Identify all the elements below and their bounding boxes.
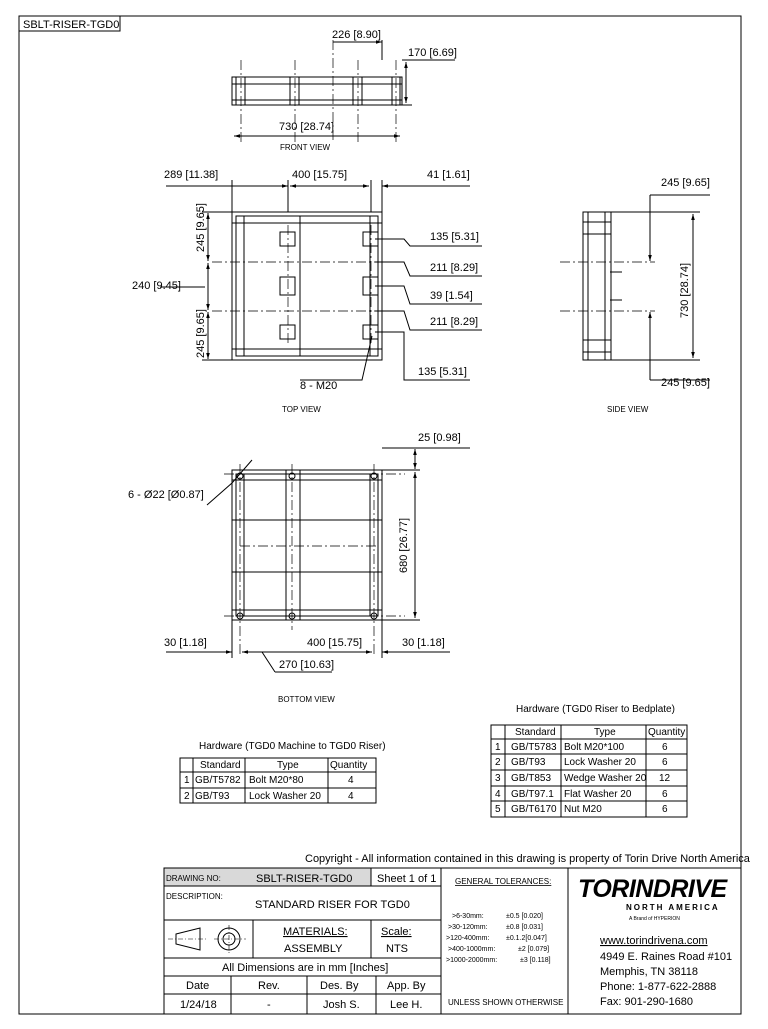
top-dim-135-lower: 135 [5.31] [418, 366, 467, 378]
bedplate-header-standard: Standard [515, 727, 556, 738]
corner-label-text: SBLT-RISER-TGD0 [23, 19, 120, 31]
drawing-no-label: DRAWING NO: [166, 874, 221, 883]
description-label: DESCRIPTION: [166, 892, 223, 901]
materials-value: ASSEMBLY [284, 943, 343, 955]
value-app-by: Lee H. [390, 999, 423, 1011]
tolerance-range: >30-120mm: [448, 924, 488, 931]
side-view-caption: SIDE VIEW [607, 405, 649, 414]
bedplate-row-num: 1 [495, 742, 501, 753]
table-row [495, 773, 671, 784]
front-view-body [232, 77, 402, 105]
tolerance-value: ±0.8 [0.031] [506, 924, 543, 931]
machine-header-quantity: Quantity [330, 760, 368, 771]
company-website[interactable]: www.torindrivena.com [600, 935, 708, 947]
copyright-notice: Copyright - All information contained in this drawing is property of Torin Drive North America [305, 853, 750, 865]
tolerances-footer: UNLESS SHOWN OTHERWISE [448, 998, 564, 1007]
sheet-number: Sheet 1 of 1 [377, 873, 437, 885]
machine-row-qty: 4 [348, 791, 354, 802]
side-dim-730: 730 [28.74] [679, 262, 691, 318]
dimensions-note: All Dimensions are in mm [Inches] [222, 962, 389, 974]
corner-label [19, 16, 120, 31]
value-date: 1/24/18 [180, 999, 217, 1011]
company-address: 4949 E. Raines Road #101 [600, 951, 733, 963]
bedplate-row-num: 4 [495, 789, 501, 800]
machine-row-qty: 4 [348, 775, 354, 786]
header-date: Date [186, 980, 210, 992]
hardware-bedplate-title: Hardware (TGD0 Riser to Bedplate) [516, 704, 675, 715]
description-value: STANDARD RISER FOR TGD0 [255, 899, 410, 911]
bedplate-row-standard: GB/T6170 [511, 804, 557, 815]
header-rev: Rev. [258, 980, 280, 992]
table-row [495, 757, 668, 768]
top-dim-245-upper: 245 [9.65] [195, 203, 207, 252]
bottom-view-frame [232, 470, 382, 620]
header-app-by: App. By [387, 980, 426, 992]
logo-tagline: A Brand of HYPERION [629, 916, 680, 922]
tolerance-range: >400-1000mm: [448, 946, 496, 953]
tolerance-value: ±0.5 [0.020] [506, 913, 543, 920]
top-view-caption: TOP VIEW [282, 405, 321, 414]
top-dim-400: 400 [15.75] [292, 169, 348, 181]
table-row [495, 742, 668, 753]
bedplate-row-num: 2 [495, 757, 501, 768]
front-dim-730: 730 [28.74] [279, 121, 335, 133]
value-rev: - [267, 999, 271, 1011]
top-dim-39: 39 [1.54] [430, 290, 473, 302]
third-angle-projection-icon [168, 925, 246, 953]
top-dim-211-lower: 211 [8.29] [430, 316, 479, 328]
bedplate-header-type: Type [594, 727, 616, 738]
header-des-by: Des. By [320, 980, 359, 992]
bedplate-header-quantity: Quantity [648, 727, 686, 738]
logo-subtitle: NORTH AMERICA [626, 903, 720, 912]
bottom-dim-25: 25 [0.98] [418, 432, 461, 444]
machine-row-standard: GB/T5782 [195, 775, 241, 786]
table-row [495, 804, 668, 815]
side-dim-245-top: 245 [9.65] [661, 177, 710, 189]
top-view [160, 180, 482, 380]
machine-row-num: 1 [184, 775, 190, 786]
tolerance-value: ±0.1.2[0.047] [506, 935, 547, 942]
top-dim-135-upper: 135 [5.31] [430, 231, 479, 243]
top-callout-bolts: 8 - M20 [300, 380, 338, 392]
machine-row-type: Bolt M20*80 [249, 775, 304, 786]
bedplate-row-type: Flat Washer 20 [564, 789, 632, 800]
logo-wordmark: TORINDRIVE [578, 875, 727, 903]
bedplate-row-num: 5 [495, 804, 501, 815]
scale-label: Scale: [381, 926, 412, 938]
machine-row-type: Lock Washer 20 [249, 791, 321, 802]
table-row [495, 789, 668, 800]
scale-value: NTS [386, 943, 408, 955]
side-dim-245-bottom: 245 [9.65] [661, 377, 710, 389]
front-dim-226: 226 [8.90] [332, 29, 381, 41]
tolerance-range: >6-30mm: [452, 913, 484, 920]
hardware-bedplate-header [515, 727, 685, 738]
bedplate-row-qty: 6 [662, 742, 668, 753]
bottom-dim-400: 400 [15.75] [307, 637, 363, 649]
top-dim-289: 289 [11.38] [164, 169, 219, 181]
front-dim-170: 170 [6.69] [408, 47, 457, 59]
tolerance-range: >1000-2000mm: [446, 957, 498, 964]
front-view-caption: FRONT VIEW [280, 143, 331, 152]
bottom-dim-270: 270 [10.63] [279, 659, 335, 671]
machine-header-type: Type [277, 760, 299, 771]
top-view-frame [232, 212, 382, 360]
bottom-callout-holes: 6 - Ø22 [Ø0.87] [128, 489, 204, 501]
company-fax: Fax: 901-290-1680 [600, 996, 693, 1008]
bottom-dim-30-left: 30 [1.18] [164, 637, 207, 649]
bedplate-row-type: Nut M20 [564, 804, 602, 815]
machine-row-num: 2 [184, 791, 190, 802]
top-dim-245-lower: 245 [9.65] [195, 309, 207, 358]
hardware-machine-header [200, 760, 367, 771]
value-des-by: Josh S. [323, 999, 360, 1011]
company-phone: Phone: 1-877-622-2888 [600, 981, 717, 993]
top-dim-41: 41 [1.61] [427, 169, 470, 181]
bedplate-row-qty: 6 [662, 757, 668, 768]
bottom-dim-30-right: 30 [1.18] [402, 637, 445, 649]
company-logo [578, 875, 729, 922]
bedplate-row-qty: 6 [662, 804, 668, 815]
bedplate-row-standard: GB/T853 [511, 773, 552, 784]
machine-row-standard: GB/T93 [195, 791, 230, 802]
bedplate-row-type: Lock Washer 20 [564, 757, 636, 768]
tolerance-value: ±3 [0.118] [520, 957, 551, 964]
top-dim-240: 240 [9.45] [132, 280, 181, 292]
top-dim-211-upper: 211 [8.29] [430, 262, 479, 274]
bedplate-row-type: Bolt M20*100 [564, 742, 625, 753]
tolerance-value: ±2 [0.079] [518, 946, 550, 953]
hardware-machine-title: Hardware (TGD0 Machine to TGD0 Riser) [199, 741, 386, 752]
bedplate-row-standard: GB/T97.1 [511, 789, 554, 800]
bedplate-row-standard: GB/T93 [511, 757, 546, 768]
bedplate-row-type: Wedge Washer 20 [564, 773, 647, 784]
drawing-no-value: SBLT-RISER-TGD0 [256, 873, 353, 885]
bottom-view-caption: BOTTOM VIEW [278, 695, 335, 704]
company-city: Memphis, TN 38118 [600, 966, 699, 978]
bottom-dim-680: 680 [26.77] [398, 517, 410, 573]
bedplate-row-qty: 6 [662, 789, 668, 800]
tolerances-title: GENERAL TOLERANCES: [455, 877, 552, 886]
bedplate-row-qty: 12 [659, 773, 671, 784]
bedplate-row-num: 3 [495, 773, 501, 784]
materials-label: MATERIALS: [283, 926, 348, 938]
bedplate-row-standard: GB/T5783 [511, 742, 557, 753]
tolerance-range: >120-400mm: [446, 935, 490, 942]
machine-header-standard: Standard [200, 760, 241, 771]
